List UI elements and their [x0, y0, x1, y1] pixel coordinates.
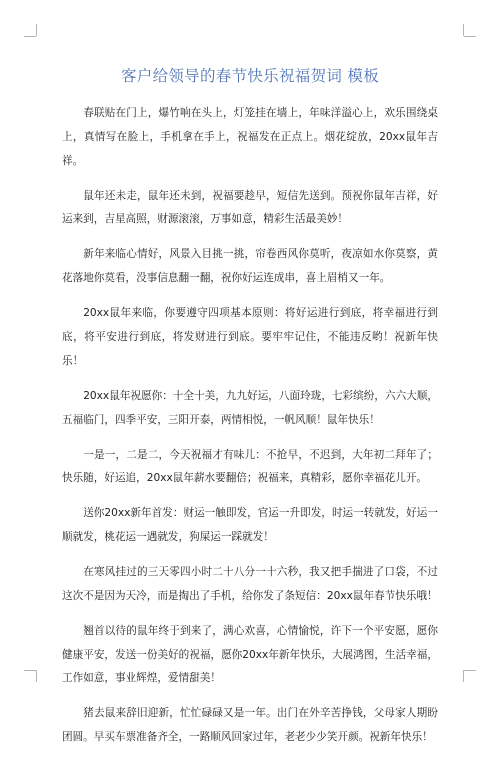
crop-mark-bottom-left: [36, 670, 37, 682]
paragraph: 送你20xx新年首发：财运一触即发，官运一升即发，时运一转就发，好运一顺就发，桃花运一遇就发，狗屎运一踩就发！: [62, 507, 438, 544]
crop-mark-top-right: [464, 36, 476, 37]
crop-mark-top-left: [36, 24, 37, 36]
paragraph: 20xx鼠年来临，你要遵守四项基本原则：将好运进行到底，将幸福进行到底，将平安进行到底，将发财进行到底。要牢牢记住，不能违反哟！祝新年快乐！: [62, 307, 438, 367]
crop-mark-top-left: [24, 36, 36, 37]
crop-mark-bottom-right: [463, 670, 464, 682]
document-body: [62, 102, 438, 761]
paragraph: 新年来临心情好，风景入目挑一挑，帘卷西风你莫听，夜凉如水你莫察，黄花落地你莫看，没事信息翻一翻，祝你好运连成串，喜上眉梢又一年。: [62, 248, 438, 285]
paragraph: 鼠年还未走，鼠年还未到，祝福要趁早，短信先送到。预祝你鼠年吉祥，好运来到，吉星高照，财源滚滚，万事如意，精彩生活最美妙！: [62, 189, 438, 226]
crop-mark-bottom-right: [464, 670, 476, 671]
paragraph: 猪去鼠来辞旧迎新，忙忙碌碌又是一年。出门在外辛苦挣钱，父母家人期盼团圆。早买车票准备齐全，一路顺风回家过年，老老少少笑开颜。祝新年快乐！: [62, 707, 438, 744]
paragraph: 在寒风挂过的三天零四小时二十八分一十六秒，我又把手揣进了口袋，不过这次不是因为天冷，而是掏出了手机，给你发了条短信：20xx鼠年春节快乐哦！: [62, 566, 438, 602]
crop-mark-top-right: [463, 24, 464, 36]
paragraph: 20xx鼠年祝愿你：十全十美，九九好运，八面玲珑，七彩缤纷，六六大顺，五福临门，四季平安，三阳开泰，两情相悦，一帆风顺！鼠年快乐！: [62, 389, 438, 426]
paragraph: 春联贴在门上，爆竹响在头上，灯笼挂在墙上，年味洋溢心上，欢乐围绕桌上，真情写在脸上，手机拿在手上，祝福发在正点上。烟花绽放，20xx鼠年吉祥。: [62, 107, 438, 167]
paragraph: 翘首以待的鼠年终于到来了，满心欢喜，心情愉悦，许下一个平安愿，愿你健康平安，发送一份美好的祝福，愿你20xx年新年快乐，大展鸿图，生活幸福，工作如意，事业辉煌，爱情甜美！: [62, 624, 438, 685]
document-title: 客户给领导的春节快乐祝福贺词 模板: [120, 67, 380, 85]
crop-mark-bottom-left: [24, 670, 36, 671]
paragraph: 一是一，二是二，今天祝福才有味儿：不抢早，不迟到，大年初二拜年了；快乐随，好运追，20xx鼠年薪水要翻倍；祝福来，真精彩，愿你幸福花儿开。: [62, 448, 438, 485]
